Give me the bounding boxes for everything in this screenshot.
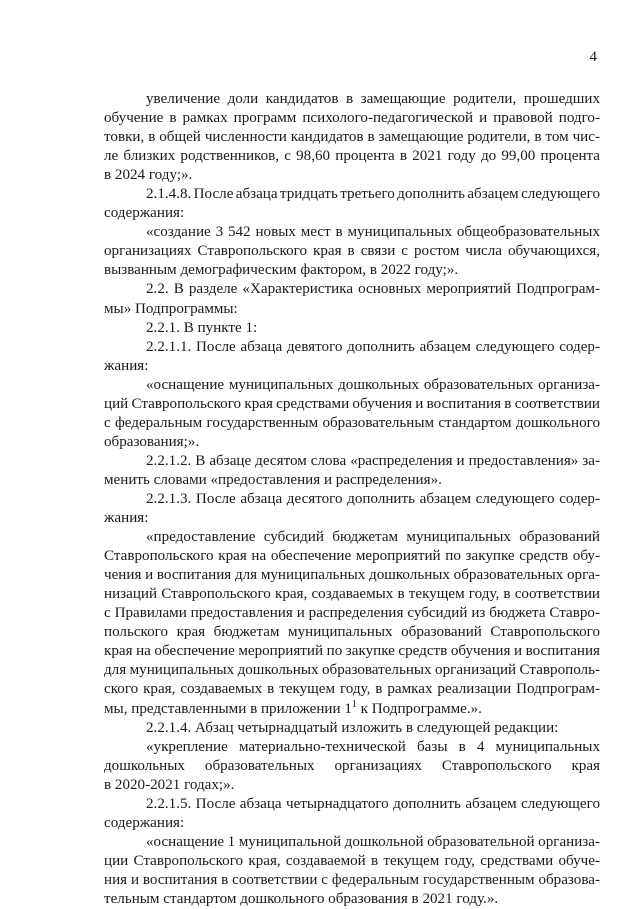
text-line: 2.2.1.3. После абзаца десятого дополнить абзацем следующего содер- bbox=[146, 490, 600, 507]
text-line: увеличение доли кандидатов в замещающие родители, прошедших bbox=[146, 91, 600, 107]
page-number: 4 bbox=[589, 49, 597, 65]
text-line: содержания: bbox=[104, 814, 185, 831]
text-line: мы» Подпрограммы: bbox=[104, 300, 238, 317]
text-line: низаций Ставропольского края, создаваемых в текущем году, в соответствии bbox=[104, 586, 600, 603]
text-line: Ставропольского края на обеспечение мероприятий по закупке средств обу- bbox=[104, 548, 600, 565]
text-line: организациях Ставропольского края в связи с ростом числа обучающихся, bbox=[104, 243, 600, 260]
text-line: «укрепление материально-технической базы в 4 муниципальных bbox=[146, 738, 600, 755]
text-line: вызванным демографическим фактором, в 2022 году;». bbox=[104, 262, 459, 279]
text-line: 2.1.4.8. После абзаца тридцать третьего дополнить абзацем следующего bbox=[146, 186, 600, 203]
text-line: чения и воспитания для муниципальных дошкольных образовательных орга- bbox=[104, 567, 600, 584]
text-line: 2.2.1. В пункте 1: bbox=[146, 319, 258, 336]
text-line: ского края, создаваемых в текущем году, в рамках реализации Подпрограм- bbox=[104, 681, 601, 698]
text-line: ций Ставропольского края средствами обучения и воспитания в соответствии bbox=[104, 395, 600, 412]
text-line: содержания: bbox=[104, 205, 185, 222]
text-line: менить словами «предоставления и распределения». bbox=[104, 471, 442, 488]
text-line: ле близких родственников, с 98,60 процента в 2021 году до 99,00 процента bbox=[104, 148, 601, 165]
text-line: 2.2.1.1. После абзаца девятого дополнить абзацем следующего содер- bbox=[146, 338, 600, 355]
text-line: 2.2.1.5. После абзаца четырнадцатого дополнить абзацем следующего bbox=[146, 795, 600, 812]
document-body bbox=[104, 90, 600, 909]
text-line: края на обеспечение мероприятий по закупке средств обучения и воспитания bbox=[104, 643, 600, 660]
text-line: с Правилами предоставления и распределения субсидий из бюджета Ставро- bbox=[104, 605, 600, 622]
text-line: с федеральным государственным образовательным стандартом дошкольного bbox=[104, 414, 600, 431]
text-line: 2.2. В разделе «Характеристика основных мероприятий Подпрограм- bbox=[146, 281, 600, 298]
text-line: в 2020-2021 годах;». bbox=[104, 776, 235, 793]
text-line: «создание 3 542 новых мест в муниципальных общеобразовательных bbox=[146, 224, 600, 241]
text-line: в 2024 году;». bbox=[104, 167, 193, 184]
text-line: ции Ставропольского края, создаваемой в текущем году, средствами обуче- bbox=[104, 852, 600, 869]
text-line: 2.2.1.4. Абзац четырнадцатый изложить в следующей редакции: bbox=[146, 719, 559, 736]
text-line: мы, представленными в приложении $1^1$ к Подпрограмме.». bbox=[104, 698, 482, 717]
text-line: жания: bbox=[104, 357, 149, 374]
text-line: «оснащение муниципальных дошкольных образовательных организа- bbox=[146, 376, 601, 393]
text-line: польского края бюджетам муниципальных образований Ставропольского bbox=[104, 624, 600, 641]
text-line: ния и воспитания в соответствии с федеральным государственным образова- bbox=[104, 871, 600, 888]
text-line: для муниципальных дошкольных образовательных организаций Ставрополь- bbox=[104, 662, 600, 679]
text-line: «оснащение 1 муниципальной дошкольной образовательной организа- bbox=[146, 833, 600, 850]
text-line: дошкольных образовательных организациях Ставропольского края bbox=[104, 757, 600, 774]
text-line: образования;». bbox=[104, 433, 200, 450]
text-line: товки, в общей численности кандидатов в замещающие родители, в том чис- bbox=[104, 129, 600, 146]
text-line: обучение в рамках программ психолого-педагогической и правовой подго- bbox=[104, 110, 601, 127]
text-line: жания: bbox=[104, 510, 149, 527]
superscript: 1 bbox=[351, 698, 357, 710]
text-line: тельным стандартом дошкольного образования в 2021 году.». bbox=[104, 890, 499, 907]
text-fragment: к Подпрограмме.». bbox=[356, 700, 482, 717]
text-line: «предоставление субсидий бюджетам муниципальных образований bbox=[146, 529, 600, 546]
text-line: 2.2.1.2. В абзаце десятом слова «распределения и предоставления» за- bbox=[146, 452, 600, 469]
